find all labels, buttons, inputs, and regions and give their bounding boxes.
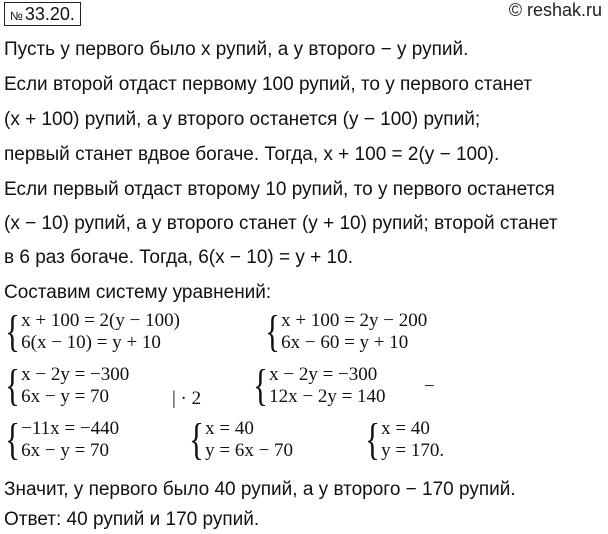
system-7-eq-2-text: y = 170 bbox=[381, 440, 440, 461]
system-4 bbox=[250, 361, 386, 410]
brace: { bbox=[365, 415, 380, 464]
system-1-eq-2: 6(x − 10) = y + 10 bbox=[21, 332, 161, 353]
brace: { bbox=[253, 361, 268, 410]
problem-number bbox=[4, 2, 81, 26]
brace: { bbox=[189, 415, 204, 464]
brace: { bbox=[5, 307, 20, 356]
system-6-eq-2: y = 6x − 70 bbox=[205, 440, 294, 461]
text-line-4: первый станет вдвое богаче. Тогда, x + 100 = 2(y − 100). bbox=[4, 144, 500, 165]
answer-line: Ответ: 40 рупий и 170 рупий. bbox=[4, 509, 260, 530]
conclusion-line: Значит, у первого было 40 рупий, а у второго − 170 рупий. bbox=[4, 479, 516, 500]
system-7-eq-2 bbox=[381, 440, 444, 462]
system-6-eq-1: x = 40 bbox=[205, 418, 254, 439]
system-5-eq-2: 6x − y = 70 bbox=[21, 440, 110, 461]
text-line-3: (x + 100) рупий, а у второго останется (y − 100) рупий; bbox=[4, 109, 481, 130]
system-3-eq-1: x − 2y = −300 bbox=[21, 364, 130, 385]
problem-number-text: 33.20. bbox=[24, 4, 75, 24]
system-2-eq-2: 6x − 60 = y + 10 bbox=[281, 332, 409, 353]
text-line-1: Пусть у первого было x рупий, а у второго − y рупий. bbox=[4, 39, 469, 60]
system-7-period: . bbox=[439, 440, 445, 461]
system-5-eq-1: −11x = −440 bbox=[21, 418, 120, 439]
system-3 bbox=[2, 361, 130, 410]
text-line-6: (x − 10) рупий, а у второго станет (y + 10) рупий; второй станет bbox=[4, 213, 558, 234]
system-3-eq-2: 6x − y = 70 bbox=[21, 386, 110, 407]
system-7-eq-1: x = 40 bbox=[381, 418, 430, 439]
subtract-mark: − bbox=[424, 376, 435, 397]
site-watermark: © reshak.ru bbox=[508, 0, 602, 20]
system-2 bbox=[262, 307, 428, 356]
system-1 bbox=[2, 307, 180, 356]
system-5 bbox=[2, 415, 120, 464]
text-line-7: в 6 раз богаче. Тогда, 6(x − 10) = y + 10. bbox=[4, 247, 353, 268]
system-1-eq-1: x + 100 = 2(y − 100) bbox=[21, 310, 180, 331]
text-line-5: Если первый отдаст второму 10 рупий, то у первого останется bbox=[4, 179, 555, 200]
number-sign: № bbox=[10, 9, 23, 23]
brace: { bbox=[265, 307, 280, 356]
system-4-eq-1: x − 2y = −300 bbox=[269, 364, 378, 385]
brace: { bbox=[5, 361, 20, 410]
text-line-8: Составим систему уравнений: bbox=[4, 282, 272, 303]
multiplier-mark: | · 2 bbox=[172, 388, 202, 409]
system-2-eq-1: x + 100 = 2y − 200 bbox=[281, 310, 428, 331]
system-6 bbox=[186, 415, 294, 464]
brace: { bbox=[5, 415, 20, 464]
system-4-eq-2: 12x − 2y = 140 bbox=[269, 386, 386, 407]
text-line-2: Если второй отдаст первому 100 рупий, то у первого станет bbox=[4, 74, 532, 95]
system-7 bbox=[362, 415, 445, 464]
